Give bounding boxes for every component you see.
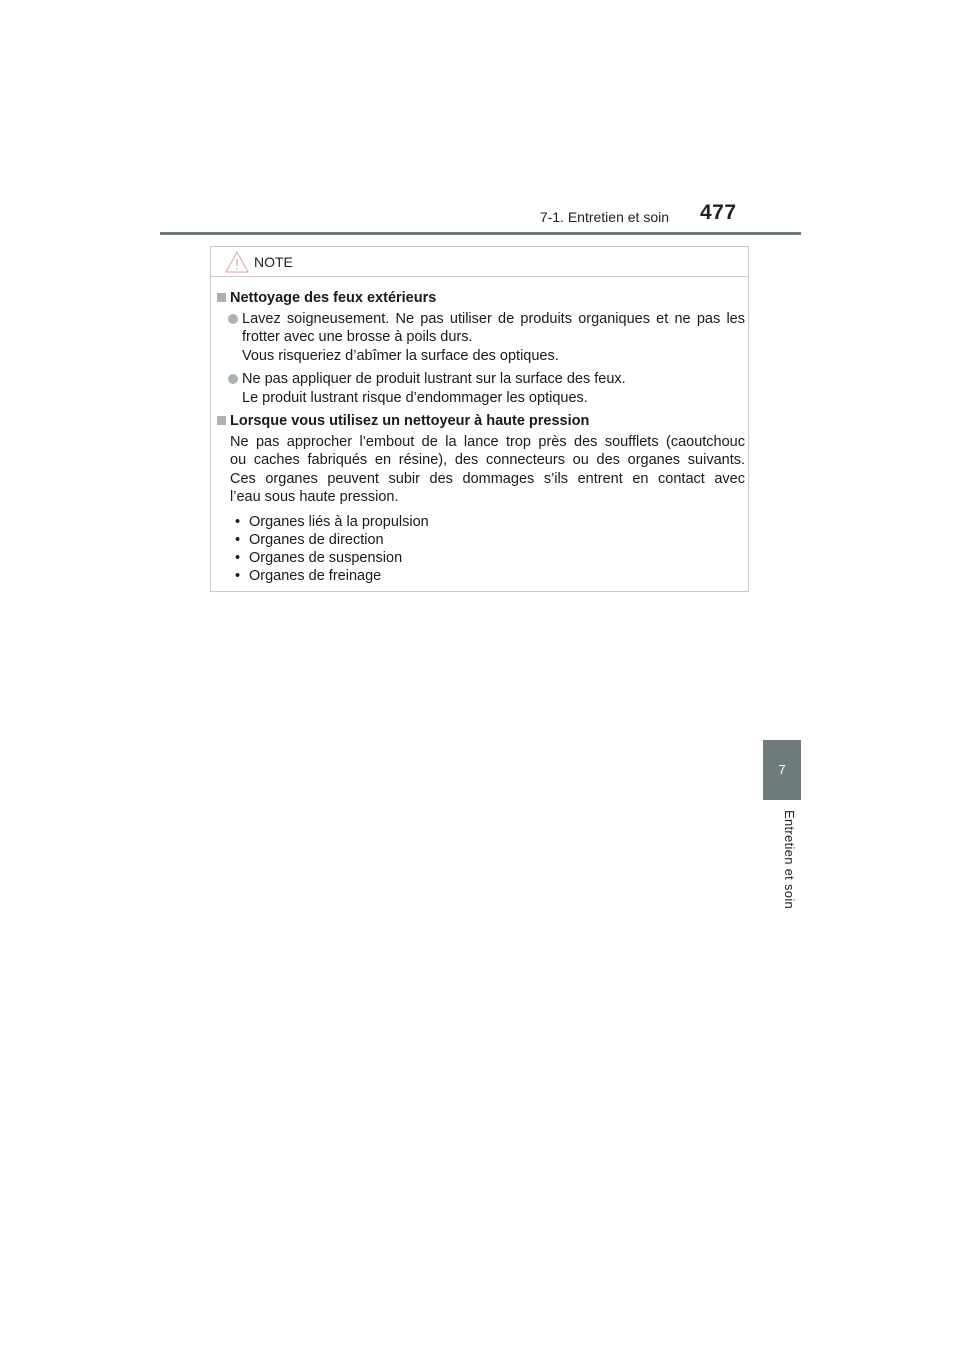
section-heading-text: Lorsque vous utilisez un nettoyeur à haute pression xyxy=(230,413,590,429)
note-title: NOTE xyxy=(254,254,293,270)
section-heading-text: Nettoyage des feux extérieurs xyxy=(230,290,437,306)
paragraph-line: l’eau sous haute pression. xyxy=(230,489,399,505)
component-list xyxy=(217,513,745,585)
bullet-line: Vous risqueriez d’abîmer la surface des optiques. xyxy=(242,347,559,364)
list-item xyxy=(235,567,745,585)
bullet-line: Ne pas appliquer de produit lustrant sur la surface des feux. xyxy=(242,371,626,387)
paragraph-line: Ces organes peuvent subir des dommages s’ils entrent en contact avec xyxy=(230,470,745,487)
bullet-line: frotter avec une brosse à poils durs. xyxy=(242,329,473,345)
dot-bullet-icon: • xyxy=(235,531,241,548)
chapter-number: 7 xyxy=(778,762,786,777)
bullet-item xyxy=(217,370,745,407)
circle-bullet-icon xyxy=(228,374,238,384)
square-bullet-icon xyxy=(217,416,226,425)
note-box xyxy=(210,246,749,592)
list-item xyxy=(235,549,745,567)
dot-bullet-icon: • xyxy=(235,549,241,566)
list-item-text: Organes de freinage xyxy=(249,567,382,584)
bullet-item xyxy=(217,310,745,366)
paragraph-line: Ne pas approcher l’embout de la lance trop près des soufflets (caoutchouc xyxy=(230,433,745,450)
list-item-text: Organes liés à la propulsion xyxy=(249,513,429,530)
paragraph-line: ou caches fabriqués en résine), des connecteurs ou des organes suivants. xyxy=(230,452,745,468)
section-heading xyxy=(217,412,745,431)
bullet-line: Lavez soigneusement. Ne pas utiliser de produits organiques et ne pas les xyxy=(242,310,745,327)
list-item xyxy=(235,513,745,531)
chapter-label: Entretien et soin xyxy=(782,810,797,910)
list-item xyxy=(235,531,745,549)
dot-bullet-icon: • xyxy=(235,567,241,584)
warning-triangle-icon xyxy=(225,251,249,273)
square-bullet-icon xyxy=(217,293,226,302)
note-body xyxy=(217,289,745,585)
dot-bullet-icon: • xyxy=(235,513,241,530)
list-item-text: Organes de direction xyxy=(249,531,384,548)
list-item-text: Organes de suspension xyxy=(249,549,403,566)
header-section-title: 7-1. Entretien et soin xyxy=(539,209,669,225)
section-heading xyxy=(217,289,745,308)
circle-bullet-icon xyxy=(228,314,238,324)
paragraph xyxy=(217,433,745,507)
header-rule xyxy=(160,232,801,235)
note-header xyxy=(211,247,748,277)
chapter-tab xyxy=(763,740,801,800)
page-number: 477 xyxy=(700,201,737,224)
bullet-line: Le produit lustrant risque d’endommager les optiques. xyxy=(242,389,588,406)
